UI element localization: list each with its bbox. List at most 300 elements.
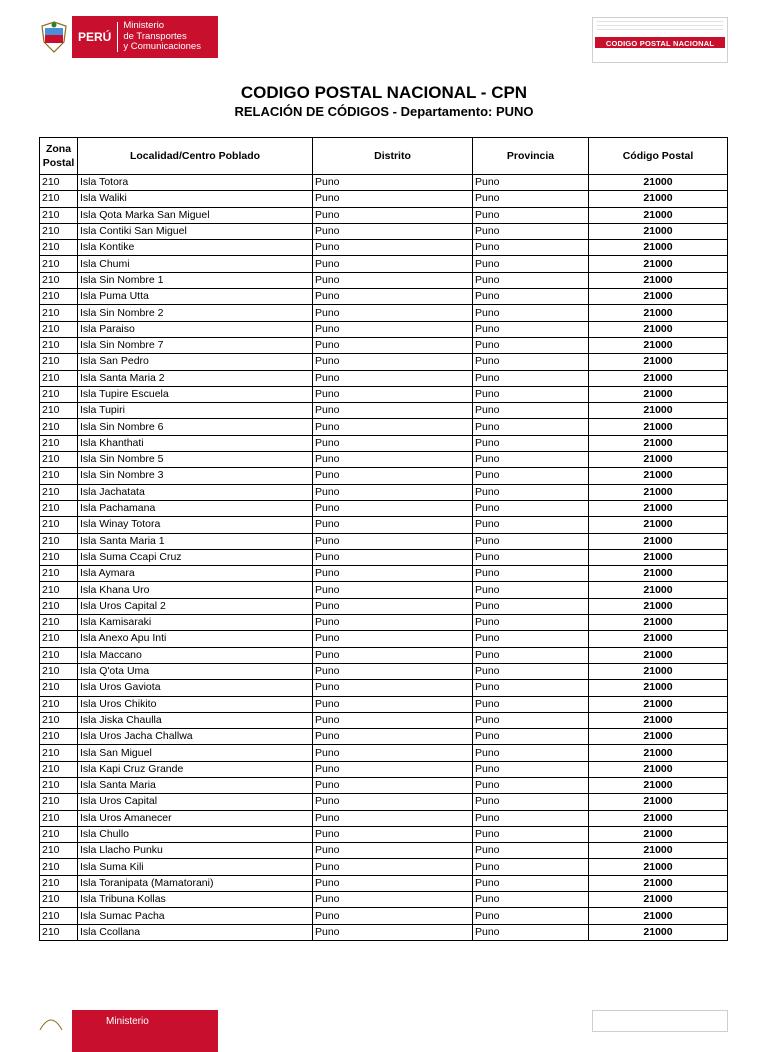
cell-codigo-postal: 21000 <box>589 663 728 679</box>
cell-provincia: Puno <box>473 207 589 223</box>
cell-zona-postal: 210 <box>40 517 78 533</box>
cell-codigo-postal: 21000 <box>589 419 728 435</box>
cell-provincia: Puno <box>473 729 589 745</box>
cell-provincia: Puno <box>473 256 589 272</box>
cell-distrito: Puno <box>313 272 473 288</box>
cell-codigo-postal: 21000 <box>589 354 728 370</box>
cell-zona-postal: 210 <box>40 680 78 696</box>
cell-distrito: Puno <box>313 337 473 353</box>
cell-zona-postal: 210 <box>40 745 78 761</box>
cell-provincia: Puno <box>473 468 589 484</box>
cell-zona-postal: 210 <box>40 191 78 207</box>
cell-localidad: Isla Jiska Chaulla <box>78 712 313 728</box>
cell-codigo-postal: 21000 <box>589 305 728 321</box>
cell-distrito: Puno <box>313 745 473 761</box>
cell-codigo-postal: 21000 <box>589 761 728 777</box>
cell-localidad: Isla Sin Nombre 3 <box>78 468 313 484</box>
cell-provincia: Puno <box>473 696 589 712</box>
cell-distrito: Puno <box>313 452 473 468</box>
ministry-logo <box>36 16 218 58</box>
table-row <box>40 631 728 647</box>
cell-distrito: Puno <box>313 370 473 386</box>
cell-localidad: Isla San Pedro <box>78 354 313 370</box>
cell-distrito: Puno <box>313 729 473 745</box>
table-row <box>40 549 728 565</box>
table-row <box>40 859 728 875</box>
table-row <box>40 696 728 712</box>
cell-codigo-postal: 21000 <box>589 484 728 500</box>
cell-codigo-postal: 21000 <box>589 321 728 337</box>
cell-zona-postal: 210 <box>40 892 78 908</box>
table-row <box>40 452 728 468</box>
cell-provincia: Puno <box>473 647 589 663</box>
table-row <box>40 761 728 777</box>
cell-provincia: Puno <box>473 321 589 337</box>
cell-zona-postal: 210 <box>40 175 78 191</box>
cell-zona-postal: 210 <box>40 631 78 647</box>
cell-codigo-postal: 21000 <box>589 826 728 842</box>
cell-codigo-postal: 21000 <box>589 696 728 712</box>
cell-codigo-postal: 21000 <box>589 175 728 191</box>
cell-zona-postal: 210 <box>40 370 78 386</box>
cell-zona-postal: 210 <box>40 256 78 272</box>
cell-codigo-postal: 21000 <box>589 403 728 419</box>
cell-provincia: Puno <box>473 419 589 435</box>
table-row <box>40 892 728 908</box>
cell-localidad: Isla Santa Maria 1 <box>78 533 313 549</box>
cell-provincia: Puno <box>473 533 589 549</box>
logo-ministry-text: Ministerio de Transportes y Comunicaciones <box>123 20 201 53</box>
cell-codigo-postal: 21000 <box>589 533 728 549</box>
table-row <box>40 435 728 451</box>
cell-distrito: Puno <box>313 321 473 337</box>
table-row <box>40 484 728 500</box>
cell-provincia: Puno <box>473 175 589 191</box>
table-row <box>40 810 728 826</box>
cell-distrito: Puno <box>313 403 473 419</box>
table-row <box>40 647 728 663</box>
table-row <box>40 794 728 810</box>
cell-localidad: Isla Tribuna Kollas <box>78 892 313 908</box>
cell-provincia: Puno <box>473 924 589 940</box>
cell-distrito: Puno <box>313 892 473 908</box>
cell-distrito: Puno <box>313 500 473 516</box>
table-row <box>40 207 728 223</box>
cell-zona-postal: 210 <box>40 712 78 728</box>
table-row <box>40 908 728 924</box>
cell-distrito: Puno <box>313 207 473 223</box>
table-row <box>40 777 728 793</box>
cell-zona-postal: 210 <box>40 908 78 924</box>
cell-localidad: Isla Uros Gaviota <box>78 680 313 696</box>
cell-localidad: Isla Khana Uro <box>78 582 313 598</box>
footer-ministry-logo <box>36 1010 218 1052</box>
cell-provincia: Puno <box>473 761 589 777</box>
cell-localidad: Isla Sumac Pacha <box>78 908 313 924</box>
cell-codigo-postal: 21000 <box>589 582 728 598</box>
cell-distrito: Puno <box>313 256 473 272</box>
cell-distrito: Puno <box>313 468 473 484</box>
document-control-box <box>592 17 728 63</box>
cell-provincia: Puno <box>473 354 589 370</box>
table-header-row <box>40 138 728 175</box>
cell-zona-postal: 210 <box>40 875 78 891</box>
table-row <box>40 826 728 842</box>
table-row <box>40 419 728 435</box>
cell-localidad: Isla Totora <box>78 175 313 191</box>
cell-localidad: Isla Maccano <box>78 647 313 663</box>
cell-provincia: Puno <box>473 615 589 631</box>
cell-localidad: Isla Llacho Punku <box>78 843 313 859</box>
cell-zona-postal: 210 <box>40 240 78 256</box>
cell-distrito: Puno <box>313 289 473 305</box>
cell-localidad: Isla Suma Ccapi Cruz <box>78 549 313 565</box>
table-row <box>40 354 728 370</box>
table-row <box>40 517 728 533</box>
cell-zona-postal: 210 <box>40 533 78 549</box>
cell-distrito: Puno <box>313 663 473 679</box>
cell-provincia: Puno <box>473 566 589 582</box>
cell-distrito: Puno <box>313 517 473 533</box>
table-row <box>40 386 728 402</box>
cell-zona-postal: 210 <box>40 468 78 484</box>
footer-document-control-box <box>592 1010 728 1032</box>
cell-distrito: Puno <box>313 859 473 875</box>
cell-localidad: Isla Kontike <box>78 240 313 256</box>
table-row <box>40 256 728 272</box>
cell-zona-postal: 210 <box>40 403 78 419</box>
cell-codigo-postal: 21000 <box>589 386 728 402</box>
cell-provincia: Puno <box>473 663 589 679</box>
cell-distrito: Puno <box>313 924 473 940</box>
cell-codigo-postal: 21000 <box>589 631 728 647</box>
cell-zona-postal: 210 <box>40 337 78 353</box>
cell-distrito: Puno <box>313 435 473 451</box>
cell-codigo-postal: 21000 <box>589 875 728 891</box>
cell-codigo-postal: 21000 <box>589 843 728 859</box>
cell-provincia: Puno <box>473 875 589 891</box>
cell-provincia: Puno <box>473 517 589 533</box>
cell-localidad: Isla Waliki <box>78 191 313 207</box>
cell-localidad: Isla Chumi <box>78 256 313 272</box>
cell-codigo-postal: 21000 <box>589 680 728 696</box>
cell-localidad: Isla Anexo Apu Inti <box>78 631 313 647</box>
cell-localidad: Isla Uros Capital <box>78 794 313 810</box>
cell-distrito: Puno <box>313 223 473 239</box>
table-row <box>40 500 728 516</box>
cell-provincia: Puno <box>473 680 589 696</box>
cell-provincia: Puno <box>473 859 589 875</box>
cell-zona-postal: 210 <box>40 582 78 598</box>
cell-distrito: Puno <box>313 761 473 777</box>
cell-zona-postal: 210 <box>40 696 78 712</box>
table-row <box>40 663 728 679</box>
cell-localidad: Isla Qota Marka San Miguel <box>78 207 313 223</box>
cell-zona-postal: 210 <box>40 794 78 810</box>
coat-of-arms-icon <box>36 16 72 58</box>
cell-provincia: Puno <box>473 272 589 288</box>
cell-provincia: Puno <box>473 223 589 239</box>
table-row <box>40 289 728 305</box>
cell-localidad: Isla Sin Nombre 7 <box>78 337 313 353</box>
cell-provincia: Puno <box>473 826 589 842</box>
cell-localidad: Isla Paraiso <box>78 321 313 337</box>
cell-localidad: Isla Tupiri <box>78 403 313 419</box>
cell-localidad: Isla Toranipata (Mamatorani) <box>78 875 313 891</box>
cell-zona-postal: 210 <box>40 729 78 745</box>
table-row <box>40 272 728 288</box>
cell-distrito: Puno <box>313 712 473 728</box>
table-row <box>40 582 728 598</box>
cell-zona-postal: 210 <box>40 777 78 793</box>
cell-provincia: Puno <box>473 810 589 826</box>
cell-localidad: Isla Suma Kili <box>78 859 313 875</box>
cell-distrito: Puno <box>313 908 473 924</box>
cell-localidad: Isla Contiki San Miguel <box>78 223 313 239</box>
footer-coat-of-arms-icon <box>36 1010 72 1052</box>
cell-codigo-postal: 21000 <box>589 908 728 924</box>
table-row <box>40 240 728 256</box>
cell-codigo-postal: 21000 <box>589 924 728 940</box>
cell-distrito: Puno <box>313 615 473 631</box>
table-row <box>40 598 728 614</box>
cell-codigo-postal: 21000 <box>589 859 728 875</box>
page-subtitle: RELACIÓN DE CÓDIGOS - Departamento: PUNO <box>234 104 534 119</box>
table-row <box>40 468 728 484</box>
cell-zona-postal: 210 <box>40 435 78 451</box>
cell-localidad: Isla San Miguel <box>78 745 313 761</box>
header-zona-postal: Zona Postal <box>40 138 78 175</box>
cell-zona-postal: 210 <box>40 549 78 565</box>
cell-codigo-postal: 21000 <box>589 810 728 826</box>
cell-localidad: Isla Q'ota Uma <box>78 663 313 679</box>
cell-distrito: Puno <box>313 843 473 859</box>
cell-localidad: Isla Kamisaraki <box>78 615 313 631</box>
cpn-badge: CODIGO POSTAL NACIONAL <box>605 39 715 48</box>
cell-zona-postal: 210 <box>40 663 78 679</box>
cell-localidad: Isla Sin Nombre 2 <box>78 305 313 321</box>
cell-localidad: Isla Sin Nombre 6 <box>78 419 313 435</box>
postal-codes-table <box>39 137 728 941</box>
table-row <box>40 615 728 631</box>
cell-distrito: Puno <box>313 680 473 696</box>
table-row <box>40 175 728 191</box>
cell-localidad: Isla Puma Utta <box>78 289 313 305</box>
table-row <box>40 745 728 761</box>
table-row <box>40 321 728 337</box>
table-row <box>40 370 728 386</box>
cell-codigo-postal: 21000 <box>589 256 728 272</box>
cell-provincia: Puno <box>473 403 589 419</box>
cell-codigo-postal: 21000 <box>589 615 728 631</box>
cell-distrito: Puno <box>313 305 473 321</box>
cell-distrito: Puno <box>313 240 473 256</box>
cell-localidad: Isla Pachamana <box>78 500 313 516</box>
cell-provincia: Puno <box>473 712 589 728</box>
cell-codigo-postal: 21000 <box>589 223 728 239</box>
cell-provincia: Puno <box>473 484 589 500</box>
cell-localidad: Isla Tupire Escuela <box>78 386 313 402</box>
cell-codigo-postal: 21000 <box>589 794 728 810</box>
cell-provincia: Puno <box>473 892 589 908</box>
cell-localidad: Isla Uros Capital 2 <box>78 598 313 614</box>
cell-provincia: Puno <box>473 370 589 386</box>
cell-zona-postal: 210 <box>40 207 78 223</box>
cell-codigo-postal: 21000 <box>589 435 728 451</box>
cell-distrito: Puno <box>313 386 473 402</box>
cell-provincia: Puno <box>473 582 589 598</box>
cell-provincia: Puno <box>473 337 589 353</box>
cell-provincia: Puno <box>473 240 589 256</box>
cell-zona-postal: 210 <box>40 223 78 239</box>
cell-localidad: Isla Santa Maria <box>78 777 313 793</box>
cell-zona-postal: 210 <box>40 305 78 321</box>
cell-distrito: Puno <box>313 631 473 647</box>
cell-provincia: Puno <box>473 794 589 810</box>
cell-distrito: Puno <box>313 582 473 598</box>
cell-localidad: Isla Uros Jacha Challwa <box>78 729 313 745</box>
table-row <box>40 729 728 745</box>
cell-codigo-postal: 21000 <box>589 207 728 223</box>
cell-zona-postal: 210 <box>40 924 78 940</box>
cell-distrito: Puno <box>313 354 473 370</box>
cell-distrito: Puno <box>313 175 473 191</box>
cell-codigo-postal: 21000 <box>589 566 728 582</box>
cell-localidad: Isla Jachatata <box>78 484 313 500</box>
cell-distrito: Puno <box>313 549 473 565</box>
cell-zona-postal: 210 <box>40 826 78 842</box>
table-row <box>40 533 728 549</box>
table-row <box>40 337 728 353</box>
cell-zona-postal: 210 <box>40 761 78 777</box>
cell-provincia: Puno <box>473 549 589 565</box>
cell-provincia: Puno <box>473 305 589 321</box>
header-localidad: Localidad/Centro Poblado <box>78 138 313 175</box>
cell-provincia: Puno <box>473 191 589 207</box>
cell-zona-postal: 210 <box>40 500 78 516</box>
table-row <box>40 191 728 207</box>
cell-codigo-postal: 21000 <box>589 745 728 761</box>
cell-provincia: Puno <box>473 435 589 451</box>
cell-zona-postal: 210 <box>40 354 78 370</box>
table-row <box>40 566 728 582</box>
cell-zona-postal: 210 <box>40 615 78 631</box>
cell-codigo-postal: 21000 <box>589 712 728 728</box>
header-codigo-postal: Código Postal <box>589 138 728 175</box>
cell-codigo-postal: 21000 <box>589 240 728 256</box>
cell-codigo-postal: 21000 <box>589 289 728 305</box>
cell-localidad: Isla Uros Amanecer <box>78 810 313 826</box>
cell-provincia: Puno <box>473 631 589 647</box>
table-row <box>40 680 728 696</box>
cell-localidad: Isla Sin Nombre 1 <box>78 272 313 288</box>
cell-zona-postal: 210 <box>40 452 78 468</box>
cell-codigo-postal: 21000 <box>589 337 728 353</box>
cell-distrito: Puno <box>313 566 473 582</box>
cell-distrito: Puno <box>313 794 473 810</box>
table-row <box>40 712 728 728</box>
table-row <box>40 305 728 321</box>
cell-distrito: Puno <box>313 875 473 891</box>
cell-localidad: Isla Ccollana <box>78 924 313 940</box>
cell-zona-postal: 210 <box>40 598 78 614</box>
cell-codigo-postal: 21000 <box>589 272 728 288</box>
cell-provincia: Puno <box>473 908 589 924</box>
cell-zona-postal: 210 <box>40 810 78 826</box>
cell-distrito: Puno <box>313 419 473 435</box>
cell-localidad: Isla Santa Maria 2 <box>78 370 313 386</box>
cell-zona-postal: 210 <box>40 321 78 337</box>
cell-distrito: Puno <box>313 696 473 712</box>
cell-zona-postal: 210 <box>40 419 78 435</box>
cell-zona-postal: 210 <box>40 859 78 875</box>
cell-codigo-postal: 21000 <box>589 452 728 468</box>
cell-localidad: Isla Winay Totora <box>78 517 313 533</box>
cell-zona-postal: 210 <box>40 484 78 500</box>
cell-codigo-postal: 21000 <box>589 468 728 484</box>
cell-localidad: Isla Uros Chikito <box>78 696 313 712</box>
header-provincia: Provincia <box>473 138 589 175</box>
cell-zona-postal: 210 <box>40 647 78 663</box>
cell-codigo-postal: 21000 <box>589 892 728 908</box>
cell-distrito: Puno <box>313 533 473 549</box>
cell-provincia: Puno <box>473 386 589 402</box>
table-row <box>40 924 728 940</box>
cell-codigo-postal: 21000 <box>589 500 728 516</box>
page-title: CODIGO POSTAL NACIONAL - CPN <box>240 83 528 102</box>
cell-distrito: Puno <box>313 810 473 826</box>
cell-localidad: Isla Sin Nombre 5 <box>78 452 313 468</box>
cell-zona-postal: 210 <box>40 843 78 859</box>
header-distrito: Distrito <box>313 138 473 175</box>
cell-zona-postal: 210 <box>40 289 78 305</box>
cell-localidad: Isla Khanthati <box>78 435 313 451</box>
cell-localidad: Isla Kapi Cruz Grande <box>78 761 313 777</box>
cell-codigo-postal: 21000 <box>589 729 728 745</box>
cell-provincia: Puno <box>473 777 589 793</box>
footer-logo-text: Ministerio <box>106 1016 149 1027</box>
cell-codigo-postal: 21000 <box>589 191 728 207</box>
cell-zona-postal: 210 <box>40 386 78 402</box>
cell-provincia: Puno <box>473 598 589 614</box>
table-row <box>40 403 728 419</box>
cell-codigo-postal: 21000 <box>589 370 728 386</box>
cell-codigo-postal: 21000 <box>589 777 728 793</box>
table-row <box>40 223 728 239</box>
cell-provincia: Puno <box>473 500 589 516</box>
cell-distrito: Puno <box>313 191 473 207</box>
cell-codigo-postal: 21000 <box>589 598 728 614</box>
cell-provincia: Puno <box>473 289 589 305</box>
cell-codigo-postal: 21000 <box>589 647 728 663</box>
cell-codigo-postal: 21000 <box>589 517 728 533</box>
cell-distrito: Puno <box>313 777 473 793</box>
table-row <box>40 875 728 891</box>
cell-provincia: Puno <box>473 843 589 859</box>
cell-distrito: Puno <box>313 598 473 614</box>
table-row <box>40 843 728 859</box>
cell-zona-postal: 210 <box>40 272 78 288</box>
cell-zona-postal: 210 <box>40 566 78 582</box>
cell-codigo-postal: 21000 <box>589 549 728 565</box>
cell-provincia: Puno <box>473 452 589 468</box>
logo-country: PERÚ <box>72 22 118 52</box>
cell-provincia: Puno <box>473 745 589 761</box>
cell-distrito: Puno <box>313 647 473 663</box>
cell-distrito: Puno <box>313 826 473 842</box>
cell-localidad: Isla Aymara <box>78 566 313 582</box>
cell-distrito: Puno <box>313 484 473 500</box>
